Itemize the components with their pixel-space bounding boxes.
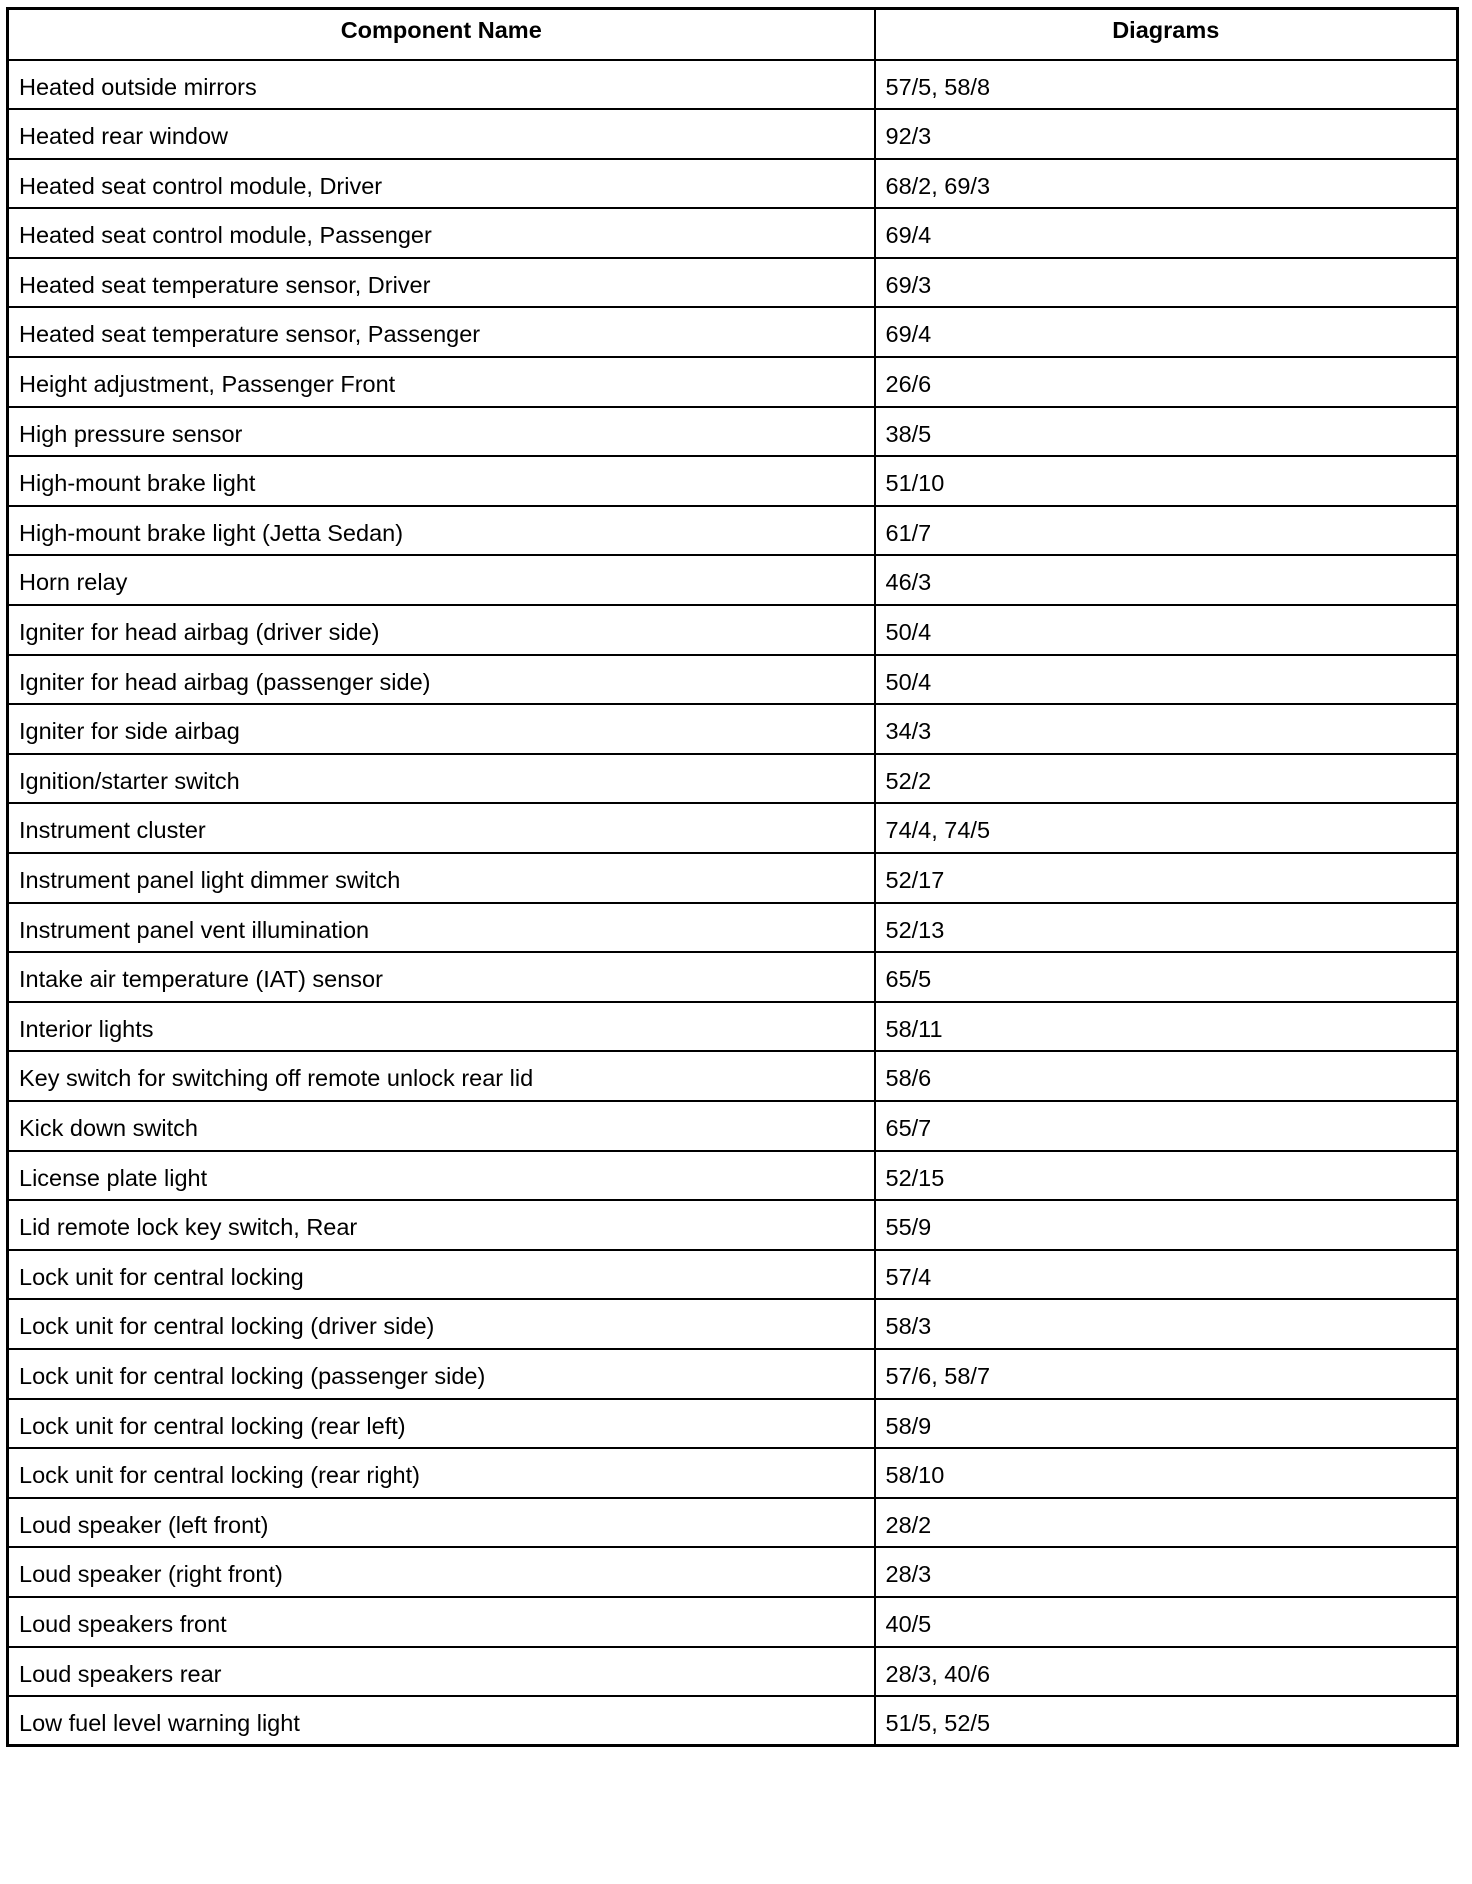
diagrams-cell: 57/6, 58/7 xyxy=(875,1349,1458,1399)
diagrams-cell: 38/5 xyxy=(875,407,1458,457)
component-name-cell: Kick down switch xyxy=(8,1101,875,1151)
table-body xyxy=(8,60,1458,1746)
table-row xyxy=(8,655,1458,705)
component-name-cell: Lid remote lock key switch, Rear xyxy=(8,1200,875,1250)
table-row xyxy=(8,1547,1458,1597)
table-row xyxy=(8,208,1458,258)
diagrams-cell: 52/17 xyxy=(875,853,1458,903)
diagrams-cell: 46/3 xyxy=(875,555,1458,605)
diagrams-cell: 57/5, 58/8 xyxy=(875,60,1458,110)
table-row xyxy=(8,555,1458,605)
diagrams-cell: 68/2, 69/3 xyxy=(875,159,1458,209)
diagrams-cell: 40/5 xyxy=(875,1597,1458,1647)
component-name-cell: Horn relay xyxy=(8,555,875,605)
table-row xyxy=(8,307,1458,357)
component-name-cell: Instrument panel light dimmer switch xyxy=(8,853,875,903)
component-name-cell: Intake air temperature (IAT) sensor xyxy=(8,952,875,1002)
table-row xyxy=(8,357,1458,407)
table-row xyxy=(8,803,1458,853)
table-row xyxy=(8,456,1458,506)
diagrams-cell: 69/4 xyxy=(875,208,1458,258)
component-name-cell: Heated seat temperature sensor, Driver xyxy=(8,258,875,308)
component-name-cell: Igniter for head airbag (passenger side) xyxy=(8,655,875,705)
component-name-cell: Loud speaker (left front) xyxy=(8,1498,875,1548)
component-name-cell: Igniter for head airbag (driver side) xyxy=(8,605,875,655)
component-name-cell: Loud speaker (right front) xyxy=(8,1547,875,1597)
component-name-cell: Heated outside mirrors xyxy=(8,60,875,110)
diagrams-cell: 52/13 xyxy=(875,903,1458,953)
component-name-cell: Key switch for switching off remote unlock rear lid xyxy=(8,1051,875,1101)
diagrams-cell: 28/2 xyxy=(875,1498,1458,1548)
diagrams-cell: 58/10 xyxy=(875,1448,1458,1498)
component-name-cell: Lock unit for central locking xyxy=(8,1250,875,1300)
diagrams-cell: 51/5, 52/5 xyxy=(875,1696,1458,1746)
table-row xyxy=(8,1101,1458,1151)
table-header-row xyxy=(8,9,1458,60)
component-name-cell: Loud speakers rear xyxy=(8,1647,875,1697)
column-header-diagrams: Diagrams xyxy=(875,9,1458,60)
table-row xyxy=(8,1647,1458,1697)
component-name-cell: Ignition/starter switch xyxy=(8,754,875,804)
component-name-cell: Lock unit for central locking (rear left) xyxy=(8,1399,875,1449)
diagrams-cell: 74/4, 74/5 xyxy=(875,803,1458,853)
table-row xyxy=(8,1200,1458,1250)
component-name-cell: High-mount brake light (Jetta Sedan) xyxy=(8,506,875,556)
diagrams-cell: 28/3 xyxy=(875,1547,1458,1597)
table-row xyxy=(8,1349,1458,1399)
diagrams-cell: 52/15 xyxy=(875,1151,1458,1201)
component-name-cell: Lock unit for central locking (passenger side) xyxy=(8,1349,875,1399)
table-row xyxy=(8,407,1458,457)
component-name-cell: Heated seat control module, Passenger xyxy=(8,208,875,258)
table-row xyxy=(8,159,1458,209)
table-row xyxy=(8,853,1458,903)
component-name-cell: Heated rear window xyxy=(8,109,875,159)
diagrams-cell: 55/9 xyxy=(875,1200,1458,1250)
table-row xyxy=(8,903,1458,953)
diagrams-cell: 58/3 xyxy=(875,1299,1458,1349)
diagrams-cell: 34/3 xyxy=(875,704,1458,754)
table-row xyxy=(8,1250,1458,1300)
component-name-cell: Lock unit for central locking (rear right) xyxy=(8,1448,875,1498)
table-row xyxy=(8,1299,1458,1349)
component-name-cell: High pressure sensor xyxy=(8,407,875,457)
component-name-cell: Interior lights xyxy=(8,1002,875,1052)
diagrams-cell: 52/2 xyxy=(875,754,1458,804)
component-name-cell: High-mount brake light xyxy=(8,456,875,506)
table-row xyxy=(8,1151,1458,1201)
diagrams-cell: 61/7 xyxy=(875,506,1458,556)
table-row xyxy=(8,1498,1458,1548)
component-name-cell: Height adjustment, Passenger Front xyxy=(8,357,875,407)
component-name-cell: Instrument panel vent illumination xyxy=(8,903,875,953)
table-row xyxy=(8,1597,1458,1647)
component-name-cell: Heated seat temperature sensor, Passenger xyxy=(8,307,875,357)
component-diagram-table xyxy=(6,7,1459,1747)
table-row xyxy=(8,506,1458,556)
diagrams-cell: 57/4 xyxy=(875,1250,1458,1300)
diagrams-cell: 65/7 xyxy=(875,1101,1458,1151)
table-row xyxy=(8,1051,1458,1101)
table-row xyxy=(8,109,1458,159)
table-row xyxy=(8,1399,1458,1449)
diagrams-cell: 58/9 xyxy=(875,1399,1458,1449)
diagrams-cell: 51/10 xyxy=(875,456,1458,506)
table-row xyxy=(8,605,1458,655)
diagrams-cell: 28/3, 40/6 xyxy=(875,1647,1458,1697)
diagrams-cell: 58/6 xyxy=(875,1051,1458,1101)
diagrams-cell: 92/3 xyxy=(875,109,1458,159)
component-name-cell: Low fuel level warning light xyxy=(8,1696,875,1746)
component-name-cell: Instrument cluster xyxy=(8,803,875,853)
table-row xyxy=(8,1696,1458,1746)
component-name-cell: Heated seat control module, Driver xyxy=(8,159,875,209)
table-row xyxy=(8,1002,1458,1052)
table-row xyxy=(8,754,1458,804)
component-name-cell: Loud speakers front xyxy=(8,1597,875,1647)
diagrams-cell: 65/5 xyxy=(875,952,1458,1002)
component-name-cell: Igniter for side airbag xyxy=(8,704,875,754)
diagrams-cell: 69/4 xyxy=(875,307,1458,357)
diagrams-cell: 50/4 xyxy=(875,655,1458,705)
diagrams-cell: 50/4 xyxy=(875,605,1458,655)
table-row xyxy=(8,1448,1458,1498)
component-name-cell: Lock unit for central locking (driver side) xyxy=(8,1299,875,1349)
component-name-cell: License plate light xyxy=(8,1151,875,1201)
column-header-component-name: Component Name xyxy=(8,9,875,60)
diagrams-cell: 58/11 xyxy=(875,1002,1458,1052)
table-row xyxy=(8,60,1458,110)
diagrams-cell: 69/3 xyxy=(875,258,1458,308)
diagrams-cell: 26/6 xyxy=(875,357,1458,407)
table-row xyxy=(8,704,1458,754)
table-row xyxy=(8,952,1458,1002)
table-row xyxy=(8,258,1458,308)
